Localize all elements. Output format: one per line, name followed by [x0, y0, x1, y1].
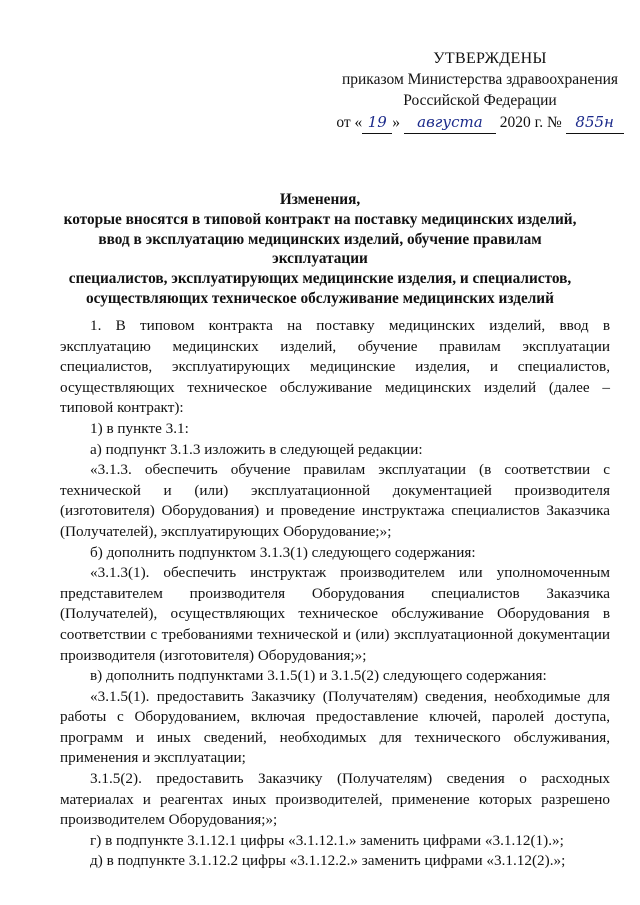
document-title: [58, 190, 582, 309]
approval-line-2: Российской Федерации: [403, 92, 557, 109]
document-body: [60, 316, 610, 872]
handwritten-month: августа: [404, 112, 496, 134]
date-mid: »: [392, 114, 401, 131]
paragraph-3: а) подпункт 3.1.3 изложить в следующей редакции:: [90, 440, 423, 458]
paragraph-7: в) дополнить подпунктами 3.1.5(1) и 3.1.5(2) следующего содержания:: [90, 667, 547, 685]
approval-block: [330, 48, 630, 134]
paragraph-10: г) в подпункте 3.1.12.1 цифры «3.1.12.1.» заменить цифрами «3.1.12(1).»;: [90, 831, 564, 849]
approved-heading: УТВЕРЖДЕНЫ: [433, 50, 547, 67]
title-line-3: ввод в эксплуатацию медицинских изделий, обучение правилам эксплуатации: [98, 230, 542, 268]
title-line-4: специалистов, эксплуатирующих медицинские изделия, и специалистов,: [68, 270, 572, 288]
paragraph-11: д) в подпункте 3.1.12.2 цифры «3.1.12.2.» заменить цифрами «3.1.12(2).»;: [90, 852, 566, 870]
paragraph-9: 3.1.5(2). предоставить Заказчику (Получателям) сведения о расходных материалах и реагентах иных производителей, применение которых разрешено производителем Оборудования;»;: [60, 770, 610, 829]
paragraph-5: б) дополнить подпунктом 3.1.3(1) следующего содержания:: [90, 543, 476, 561]
paragraph-4: «3.1.3. обеспечить обучение правилам эксплуатации (в соответствии с технической и (или) эксплуатационной документацией производителя (изготовителя) Оборудования) и проведение инструктажа специалистов Заказчика (Получателей), эксплуатирующих Оборудование;»;: [60, 461, 610, 540]
handwritten-order-number: 855н: [566, 112, 624, 134]
date-prefix: от «: [336, 114, 363, 131]
title-line-2: которые вносятся в типовой контракт на поставку медицинских изделий,: [63, 210, 577, 228]
paragraph-8: «3.1.5(1). предоставить Заказчику (Получателям) сведения, необходимые для работы с Оборудованием, включая предоставление ключей, паролей доступа, программ и иных сведений, необходимых для технического обслуживания, применения и эксплуатации;: [60, 687, 610, 767]
title-line-5: осуществляющих техническое обслуживание медицинских изделий: [86, 289, 554, 307]
handwritten-day: 19: [362, 112, 392, 134]
title-line-1: Изменения,: [279, 191, 361, 208]
paragraph-1: 1. В типовом контракта на поставку медицинских изделий, ввод в эксплуатацию медицинских изделий, обучение правилам эксплуатации специалистов, эксплуатирующих медицинские изделия, и специалистов, осуществляющих техническое обслуживание медицинских изделий (далее – типовой контракт):: [60, 317, 610, 417]
approval-line-1: приказом Министерства здравоохранения: [341, 71, 619, 88]
approval-date-line: [330, 112, 630, 134]
paragraph-6: «3.1.3(1). обеспечить инструктаж производителем или уполномоченным представителем производителя Оборудования специалистов Заказчика (Получателей), осуществляющих техническое обслуживание Оборудования в соответствии с требованиями технической и (или) эксплуатационной документации производителя (изготовителя) Оборудования;»;: [60, 564, 610, 664]
paragraph-2: 1) в пункте 3.1:: [90, 419, 189, 437]
date-year: 2020 г. №: [499, 114, 562, 131]
